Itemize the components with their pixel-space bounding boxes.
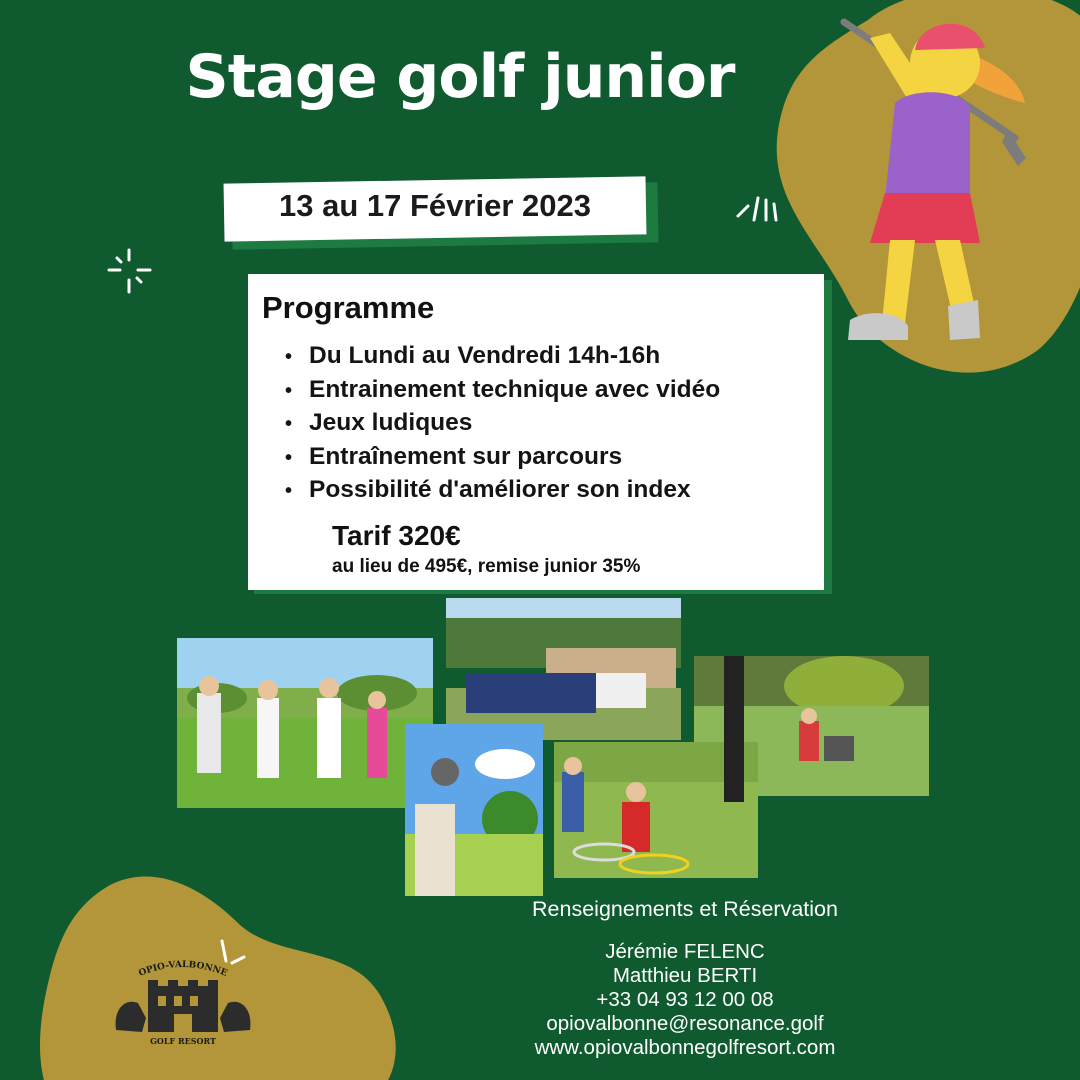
price-note: au lieu de 495€, remise junior 35%	[332, 556, 641, 577]
photo-kids-walking	[177, 638, 433, 808]
contact-phone[interactable]: +33 04 93 12 00 08	[596, 988, 774, 1011]
contact-name: Matthieu BERTI	[612, 964, 758, 987]
program-item: • Entraînement sur parcours	[285, 441, 720, 475]
price: Tarif 320€	[332, 520, 461, 551]
program-item: • Jeux ludiques	[285, 407, 720, 441]
contact-block	[440, 940, 930, 1060]
contact-website[interactable]: www.opiovalbonnegolfresort.com	[534, 1036, 836, 1059]
program-list	[285, 340, 720, 508]
program-item: • Du Lundi au Vendredi 14h-16h	[285, 340, 720, 374]
date-text: 13 au 17 Février 2023	[279, 188, 591, 223]
program-item: • Possibilité d'améliorer son index	[285, 474, 720, 508]
program-item: • Entrainement technique avec vidéo	[285, 374, 720, 408]
logo-bottom-text: GOLF RESORT	[150, 1036, 216, 1046]
sparkle-icon	[104, 246, 154, 296]
logo-top-text: OPIO-VALBONNE	[137, 959, 229, 979]
contact-email[interactable]: opiovalbonne@resonance.golf	[546, 1012, 824, 1035]
sparkle-icon	[732, 190, 788, 230]
svg-text:OPIO-VALBONNE	[137, 960, 228, 979]
program-title: Programme	[262, 290, 435, 325]
castle-lions-logo	[108, 958, 258, 1048]
photo-girl-swing	[405, 724, 543, 896]
contact-heading: Renseignements et Réservation	[532, 897, 838, 921]
page-title: Stage golf junior	[185, 42, 735, 112]
photo-kids-hoops	[554, 742, 758, 878]
photo-group-clubhouse	[446, 598, 681, 740]
contact-name: Jérémie FELENC	[605, 940, 765, 963]
